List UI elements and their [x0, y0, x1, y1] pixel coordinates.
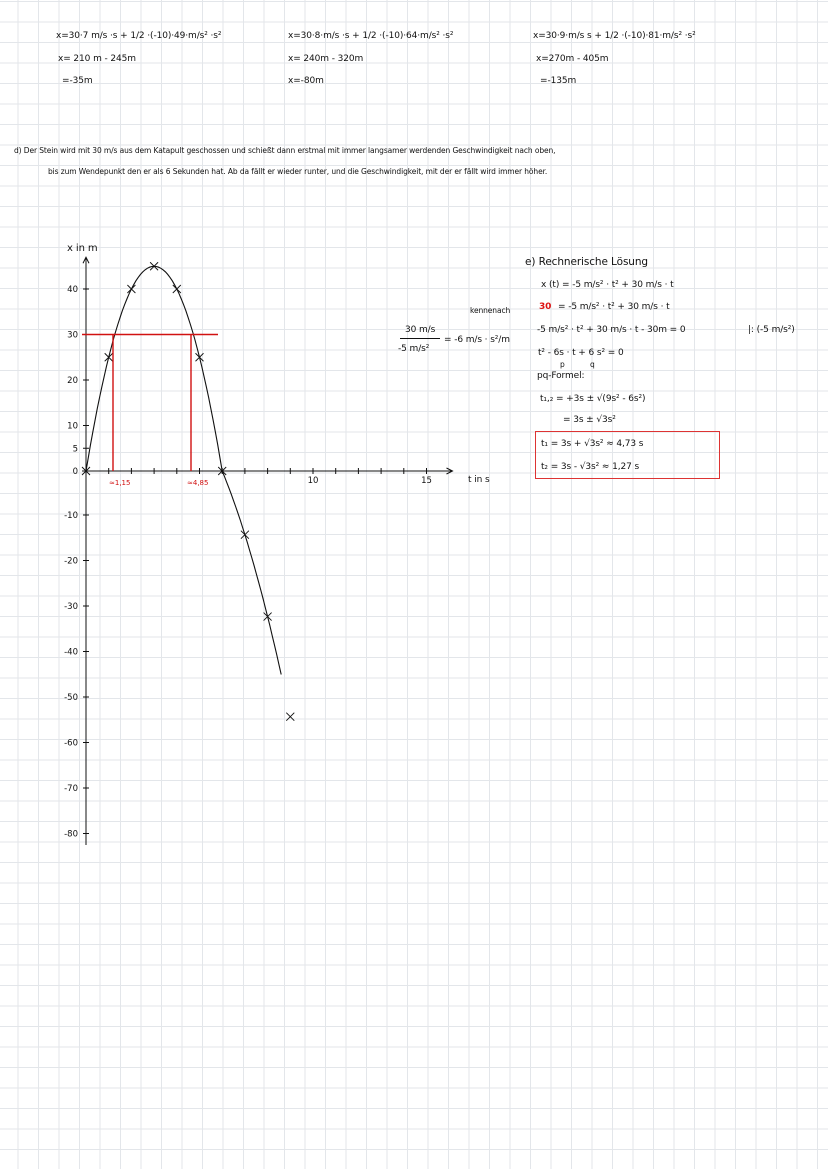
calc-col2-line2: x= 240m - 320m [288, 54, 364, 64]
y-tick-label: 20 [67, 376, 78, 386]
data-point [196, 353, 204, 361]
part-d-line2: bis zum Wendepunkt den er als 6 Sekunden hat. Ab da fällt er wieder runter, und die Geschwindigkeit, mit der er fällt wird immer höher. [48, 167, 548, 176]
data-point [127, 285, 135, 293]
y-axis-label [67, 243, 98, 255]
y-tick-label: -50 [64, 693, 78, 703]
data-point [241, 531, 249, 539]
calc-col3-line2: x=270m - 405m [536, 54, 609, 64]
x-axis-label: t in s [468, 475, 490, 485]
calc-col1-line1: x=30·7 m/s ·s + 1/2 ·(-10)·49·m/s² ·s² [56, 31, 222, 41]
y-tick-label: -20 [64, 556, 78, 567]
part-e-l1: x (t) = -5 m/s² · t² + 30 m/s · t [541, 280, 674, 290]
calc-col1-line2: x= 210 m - 245m [58, 54, 136, 64]
y-tick-label: -70 [64, 784, 78, 794]
y-tick-label: -10 [64, 511, 78, 521]
y-tick-label: -80 [64, 829, 78, 840]
part-e-l2a: 30 [539, 302, 552, 312]
y-tick-label: 0 [72, 467, 78, 477]
part-e-l3: -5 m/s² · t² + 30 m/s · t - 30m = 0 [537, 325, 686, 335]
x-tick-label: 15 [421, 476, 432, 486]
part-e-l8: t₁ = 3s + √3s² ≈ 4,73 s [541, 439, 644, 449]
y-tick-label: -40 [64, 647, 78, 658]
y-tick-label: 10 [67, 421, 78, 432]
data-point [264, 613, 272, 621]
calc-col3-line3: =-135m [540, 76, 577, 86]
side-calc-result: = -6 m/s · s²/m [444, 335, 510, 345]
side-calc-num: 30 m/s [405, 325, 436, 335]
y-tick-label: 30 [67, 330, 78, 341]
reference-label: ≈1,15 [109, 479, 131, 487]
y-axis-label-text: x in m [67, 243, 98, 254]
part-e-l4-p: p [560, 360, 565, 369]
reference-label: ≈4,85 [187, 479, 209, 487]
data-point [173, 285, 181, 293]
data-point [105, 353, 113, 361]
chart-reference [82, 335, 218, 488]
calc-col1-line3: =-35m [62, 76, 93, 86]
part-e-l4: t² - 6s · t + 6 s² = 0 [538, 348, 624, 358]
chart-axes [82, 257, 453, 845]
part-e-l2b: = -5 m/s² · t² + 30 m/s · t [558, 302, 670, 312]
data-point [286, 713, 294, 721]
part-e-l6: t₁,₂ = +3s ± √(9s² - 6s²) [540, 394, 646, 404]
part-e-l3b: |: (-5 m/s²) [748, 325, 795, 335]
y-tick-label: -30 [64, 602, 78, 612]
part-e-l9: t₂ = 3s - √3s² ≈ 1,27 s [541, 462, 640, 472]
side-calc-den: -5 m/s² [398, 344, 430, 354]
part-e-l4-q: q [590, 360, 595, 369]
y-tick-label: -60 [64, 738, 78, 749]
part-e-l5: pq-Formel: [537, 371, 585, 381]
part-e-title: e) Rechnerische Lösung [525, 256, 648, 268]
calc-col2-line3: x=-80m [288, 76, 324, 86]
side-calc-fraction-bar [400, 338, 440, 339]
part-e-l7: = 3s ± √3s² [563, 415, 616, 425]
side-calc-note: kennenach [470, 306, 511, 315]
trajectory-line [86, 266, 281, 674]
chart-ticks [64, 285, 432, 840]
y-tick-label: 5 [72, 444, 78, 455]
calc-col3-line1: x=30·9·m/s s + 1/2 ·(-10)·81·m/s² ·s² [533, 31, 696, 41]
y-tick-label: 40 [67, 285, 78, 295]
x-tick-label: 10 [307, 476, 319, 486]
calc-col2-line1: x=30·8·m/s ·s + 1/2 ·(-10)·64·m/s² ·s² [288, 31, 454, 41]
part-d-line1: d) Der Stein wird mit 30 m/s aus dem Katapult geschossen und schießt dann erstmal mit immer langsamer werdenden Geschwindigkeit nach oben, [14, 146, 556, 155]
chart-curve [82, 262, 294, 720]
